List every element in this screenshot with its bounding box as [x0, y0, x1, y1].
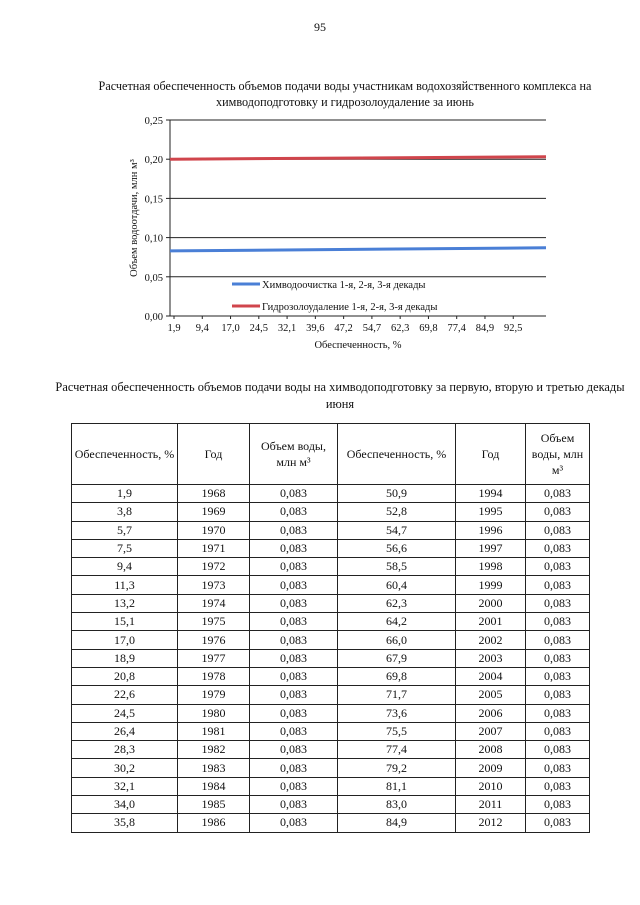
- table-cell: 54,7: [338, 521, 456, 539]
- table-cell: 0,083: [526, 576, 590, 594]
- table-cell: 67,9: [338, 649, 456, 667]
- table-cell: 0,083: [250, 686, 338, 704]
- table-cell: 2006: [456, 704, 526, 722]
- x-tick-label: 77,4: [447, 323, 466, 334]
- table-row: [72, 576, 590, 594]
- table-cell: 1976: [178, 631, 250, 649]
- table-cell: 0,083: [250, 759, 338, 777]
- table-cell: 1970: [178, 521, 250, 539]
- table-row: [72, 558, 590, 576]
- column-header: Обеспеченность, %: [72, 424, 178, 485]
- table-cell: 0,083: [250, 796, 338, 814]
- table-cell: 50,9: [338, 485, 456, 503]
- table-row: [72, 649, 590, 667]
- table-row: [72, 485, 590, 503]
- y-tick-label: 0,25: [144, 116, 163, 127]
- table-cell: 0,083: [526, 594, 590, 612]
- table-cell: 0,083: [526, 759, 590, 777]
- table-cell: 17,0: [72, 631, 178, 649]
- x-tick-label: 1,9: [167, 323, 181, 334]
- table-row: [72, 759, 590, 777]
- table-cell: 3,8: [72, 503, 178, 521]
- table-cell: 2005: [456, 686, 526, 704]
- table-title: Расчетная обеспеченность объемов подачи воды на химводоподготовку за первую, вторую и третью декады июня: [55, 380, 625, 411]
- table-cell: 2001: [456, 613, 526, 631]
- table-cell: 2009: [456, 759, 526, 777]
- table-header-row: [72, 424, 590, 485]
- table-cell: 20,8: [72, 667, 178, 685]
- table-cell: 0,083: [250, 576, 338, 594]
- table-cell: 79,2: [338, 759, 456, 777]
- table-cell: 0,083: [526, 503, 590, 521]
- table-cell: 1984: [178, 777, 250, 795]
- table-cell: 1981: [178, 722, 250, 740]
- table-cell: 83,0: [338, 796, 456, 814]
- table-cell: 1968: [178, 485, 250, 503]
- table-cell: 84,9: [338, 814, 456, 832]
- table-cell: 1975: [178, 613, 250, 631]
- table-cell: 2000: [456, 594, 526, 612]
- table-cell: 0,083: [250, 649, 338, 667]
- table-cell: 1969: [178, 503, 250, 521]
- column-header: Объем воды, млн м³: [250, 424, 338, 485]
- table-cell: 81,1: [338, 777, 456, 795]
- table-cell: 0,083: [526, 741, 590, 759]
- table-cell: 0,083: [250, 631, 338, 649]
- table-cell: 2004: [456, 667, 526, 685]
- y-axis-label: Объем водоотдачи, млн м³: [129, 159, 140, 277]
- x-tick-label: 92,5: [504, 323, 523, 334]
- table-cell: 2011: [456, 796, 526, 814]
- table-row: [72, 796, 590, 814]
- table-cell: 1977: [178, 649, 250, 667]
- table-row: [72, 503, 590, 521]
- table-cell: 1998: [456, 558, 526, 576]
- y-tick-label: 0,10: [144, 233, 163, 245]
- table-cell: 1973: [178, 576, 250, 594]
- table-cell: 13,2: [72, 594, 178, 612]
- table-cell: 34,0: [72, 796, 178, 814]
- table-cell: 32,1: [72, 777, 178, 795]
- table-cell: 30,2: [72, 759, 178, 777]
- table-cell: 0,083: [250, 485, 338, 503]
- table-cell: 0,083: [526, 631, 590, 649]
- column-header: Год: [456, 424, 526, 485]
- table-cell: 0,083: [526, 686, 590, 704]
- x-tick-label: 9,4: [195, 323, 209, 334]
- table-cell: 0,083: [250, 594, 338, 612]
- table-cell: 0,083: [250, 558, 338, 576]
- table-cell: 2012: [456, 814, 526, 832]
- table-cell: 71,7: [338, 686, 456, 704]
- table-row: [72, 667, 590, 685]
- x-tick-label: 62,3: [390, 323, 410, 334]
- x-tick-label: 69,8: [419, 323, 438, 334]
- line-chart: [120, 112, 560, 352]
- table-cell: 24,5: [72, 704, 178, 722]
- table-cell: 0,083: [250, 539, 338, 557]
- page-number: 95: [314, 20, 326, 34]
- table-cell: 0,083: [526, 649, 590, 667]
- table-cell: 0,083: [250, 503, 338, 521]
- table-cell: 0,083: [250, 667, 338, 685]
- table-row: [72, 631, 590, 649]
- table-row: [72, 539, 590, 557]
- table-cell: 0,083: [250, 613, 338, 631]
- table-cell: 1996: [456, 521, 526, 539]
- table-cell: 1997: [456, 539, 526, 557]
- table-cell: 0,083: [250, 741, 338, 759]
- table-row: [72, 594, 590, 612]
- table-cell: 1980: [178, 704, 250, 722]
- table-cell: 2002: [456, 631, 526, 649]
- y-tick-label: 0,15: [144, 194, 163, 206]
- table-cell: 62,3: [338, 594, 456, 612]
- table-cell: 28,3: [72, 741, 178, 759]
- legend-label-2: Гидрозолоудаление 1-я, 2-я, 3-я декады: [262, 302, 438, 313]
- table-cell: 26,4: [72, 722, 178, 740]
- y-tick-label: 0,05: [144, 272, 163, 284]
- table-row: [72, 741, 590, 759]
- table-row: [72, 722, 590, 740]
- table-cell: 2008: [456, 741, 526, 759]
- table-row: [72, 704, 590, 722]
- y-tick-label: 0,00: [144, 312, 163, 323]
- table-cell: 52,8: [338, 503, 456, 521]
- table-cell: 0,083: [526, 722, 590, 740]
- table-cell: 1994: [456, 485, 526, 503]
- column-header: Обеспеченность, %: [338, 424, 456, 485]
- table-cell: 58,5: [338, 558, 456, 576]
- table-cell: 0,083: [526, 796, 590, 814]
- table-cell: 1995: [456, 503, 526, 521]
- table-cell: 73,6: [338, 704, 456, 722]
- table-cell: 11,3: [72, 576, 178, 594]
- table-cell: 77,4: [338, 741, 456, 759]
- table-row: [72, 814, 590, 832]
- legend-label-1: Химводоочистка 1-я, 2-я, 3-я декады: [262, 280, 426, 291]
- table-cell: 1982: [178, 741, 250, 759]
- table-row: [72, 686, 590, 704]
- table-cell: 15,1: [72, 613, 178, 631]
- table-cell: 22,6: [72, 686, 178, 704]
- table-cell: 69,8: [338, 667, 456, 685]
- table-cell: 2003: [456, 649, 526, 667]
- table-cell: 1979: [178, 686, 250, 704]
- x-tick-label: 32,1: [277, 323, 297, 334]
- table-cell: 0,083: [526, 704, 590, 722]
- table-cell: 1986: [178, 814, 250, 832]
- table-cell: 18,9: [72, 649, 178, 667]
- table-cell: 1983: [178, 759, 250, 777]
- table-cell: 2007: [456, 722, 526, 740]
- table-cell: 0,083: [250, 521, 338, 539]
- table-cell: 1985: [178, 796, 250, 814]
- table-row: [72, 521, 590, 539]
- table-cell: 56,6: [338, 539, 456, 557]
- table-cell: 0,083: [526, 613, 590, 631]
- table-cell: 1,9: [72, 485, 178, 503]
- table-cell: 35,8: [72, 814, 178, 832]
- table-cell: 0,083: [526, 777, 590, 795]
- table-cell: 75,5: [338, 722, 456, 740]
- x-axis-label: Обеспеченность, %: [314, 340, 402, 351]
- table-cell: 1978: [178, 667, 250, 685]
- table-cell: 9,4: [72, 558, 178, 576]
- table-cell: 0,083: [526, 485, 590, 503]
- chart-title: Расчетная обеспеченность объемов подачи воды участникам водохозяйственного комплекса на химводоподготовку и гидрозолоудаление за июнь: [98, 79, 592, 109]
- data-table: [71, 423, 590, 833]
- table-cell: 60,4: [338, 576, 456, 594]
- table-cell: 0,083: [526, 667, 590, 685]
- table-cell: 64,2: [338, 613, 456, 631]
- x-tick-label: 24,5: [249, 323, 268, 334]
- x-tick-label: 84,9: [475, 323, 495, 334]
- table-cell: 0,083: [250, 704, 338, 722]
- x-tick-label: 17,0: [221, 323, 240, 334]
- table-row: [72, 613, 590, 631]
- table-cell: 1999: [456, 576, 526, 594]
- table-cell: 2010: [456, 777, 526, 795]
- table-cell: 7,5: [72, 539, 178, 557]
- x-tick-label: 47,2: [334, 323, 353, 334]
- table-cell: 1972: [178, 558, 250, 576]
- table-cell: 1971: [178, 539, 250, 557]
- column-header: Объем воды, млн м³: [526, 424, 590, 485]
- table-cell: 0,083: [250, 722, 338, 740]
- table-cell: 0,083: [526, 814, 590, 832]
- table-cell: 0,083: [526, 539, 590, 557]
- column-header: Год: [178, 424, 250, 485]
- x-tick-label: 39,6: [306, 323, 325, 334]
- table-cell: 0,083: [250, 777, 338, 795]
- table-row: [72, 777, 590, 795]
- table-cell: 0,083: [250, 814, 338, 832]
- table-cell: 66,0: [338, 631, 456, 649]
- x-tick-label: 54,7: [362, 323, 382, 334]
- table-cell: 5,7: [72, 521, 178, 539]
- table-cell: 1974: [178, 594, 250, 612]
- table-cell: 0,083: [526, 558, 590, 576]
- table-cell: 0,083: [526, 521, 590, 539]
- series-line-1: [170, 248, 546, 251]
- y-tick-label: 0,20: [144, 155, 163, 167]
